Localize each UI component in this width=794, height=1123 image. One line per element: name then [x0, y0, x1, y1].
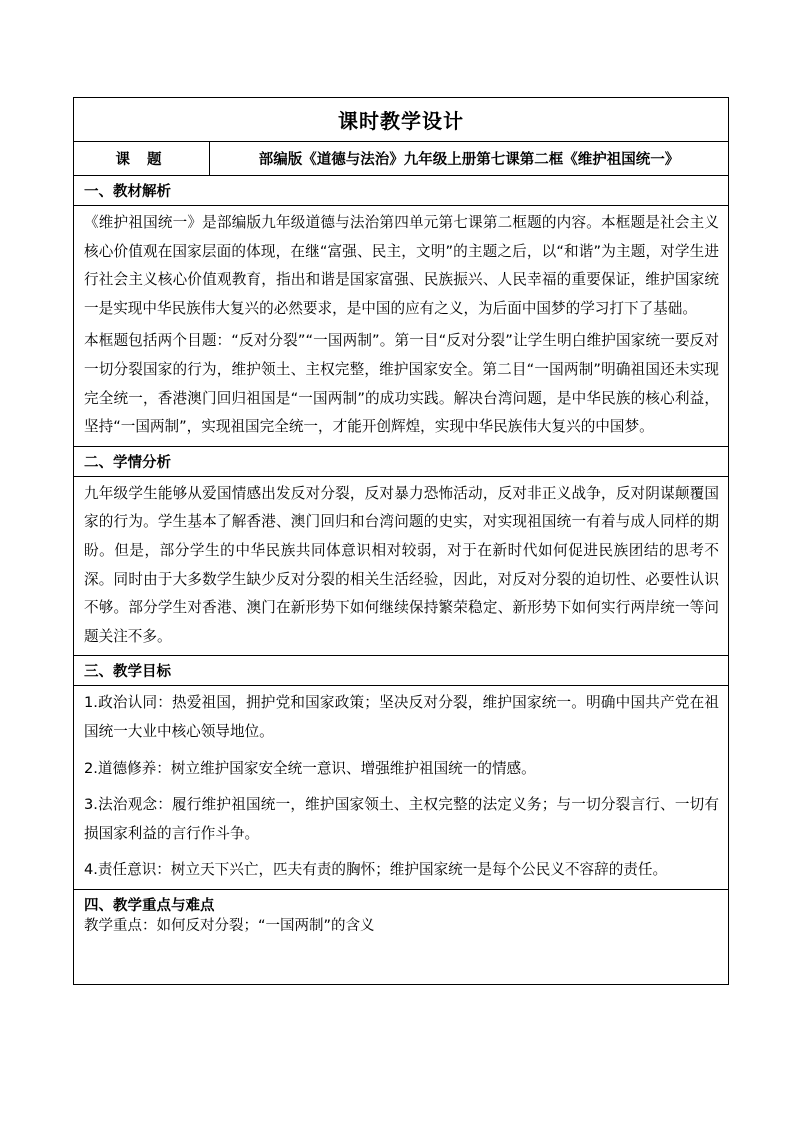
- goal-item: 4.责任意识：树立天下兴亡，匹夫有责的胸怀；维护国家统一是每个公民义不容辞的责任。: [84, 861, 668, 879]
- section-heading-key-points: 四、教学重点与难点: [84, 897, 215, 914]
- section-heading-teaching-goals: 三、教学目标: [74, 656, 728, 686]
- key-points-text: 教学重点：如何反对分裂；“一国两制”的含义: [84, 917, 375, 934]
- subject-label: 课 题: [74, 142, 210, 175]
- section-body-textbook-analysis: [74, 206, 728, 447]
- section-heading-textbook-analysis: 一、教材解析: [74, 176, 728, 206]
- section-body-student-analysis: [74, 477, 728, 657]
- section-body-teaching-goals: [74, 686, 728, 890]
- subject-value: 部编版《道德与法治》九年级上册第七课第二框《维护祖国统一》: [258, 152, 680, 168]
- goal-item: 2.道德修养：树立维护国家安全统一意识、增强维护祖国统一的情感。: [84, 759, 536, 777]
- goal-item: 3.法治观念：履行维护祖国统一，维护国家领土、主权完整的法定义务；与一切分裂言行、一切有损国家利益的言行作斗争。: [84, 796, 719, 842]
- paragraph: 九年级学生能够从爱国情感出发反对分裂，反对暴力恐怖活动，反对非正义战争，反对阴谋颠覆国家的行为。学生基本了解香港、澳门回归和台湾问题的史实，对实现祖国统一有着与成人同样的期盼。但是，部分学生的中华民族共同体意识相对较弱，对于在新时代如何促进民族团结的思考不深。同时由于大多数学生缺少反对分裂的相关生活经验，因此，对反对分裂的迫切性、必要性认识不够。部分学生对香港、澳门在新形势下如何继续保持繁荣稳定、新形势下如何实行两岸统一等问题关注不多。: [84, 484, 719, 645]
- section-heading-student-analysis: 二、学情分析: [74, 447, 728, 477]
- lesson-design-table: [73, 97, 729, 985]
- subject-row: [74, 142, 728, 176]
- section-key-points: [74, 890, 728, 984]
- paragraph: 本框题包括两个目题：“反对分裂”“一国两制”。第一目“反对分裂”让学生明白维护国家统一要反对一切分裂国家的行为，维护领土、主权完整，维护国家安全。第二目“一国两制”明确祖国还未实现完全统一，香港澳门回归祖国是“一国两制”的成功实践。解决台湾问题，是中华民族的核心利益，坚持“一国两制”，实现祖国完全统一，才能开创辉煌，实现中华民族伟大复兴的中国梦。: [84, 332, 719, 436]
- page-title: 课时教学设计: [338, 109, 464, 133]
- goal-item: 1.政治认同：热爱祖国，拥护党和国家政策；坚决反对分裂，维护国家统一。明确中国共产党在祖国统一大业中核心领导地位。: [84, 694, 719, 740]
- title-row: [74, 98, 728, 142]
- paragraph: 《维护祖国统一》是部编版九年级道德与法治第四单元第七课第二框题的内容。本框题是社会主义核心价值观在国家层面的体现，在继“富强、民主，文明”的主题之后，以“和谐”为主题，对学生进行社会主义核心价值观教育，指出和谐是国家富强、民族振兴、人民幸福的重要保证，维护国家统一是实现中华民族伟大复兴的必然要求，是中国的应有之义，为后面中国梦的学习打下了基础。: [84, 214, 719, 317]
